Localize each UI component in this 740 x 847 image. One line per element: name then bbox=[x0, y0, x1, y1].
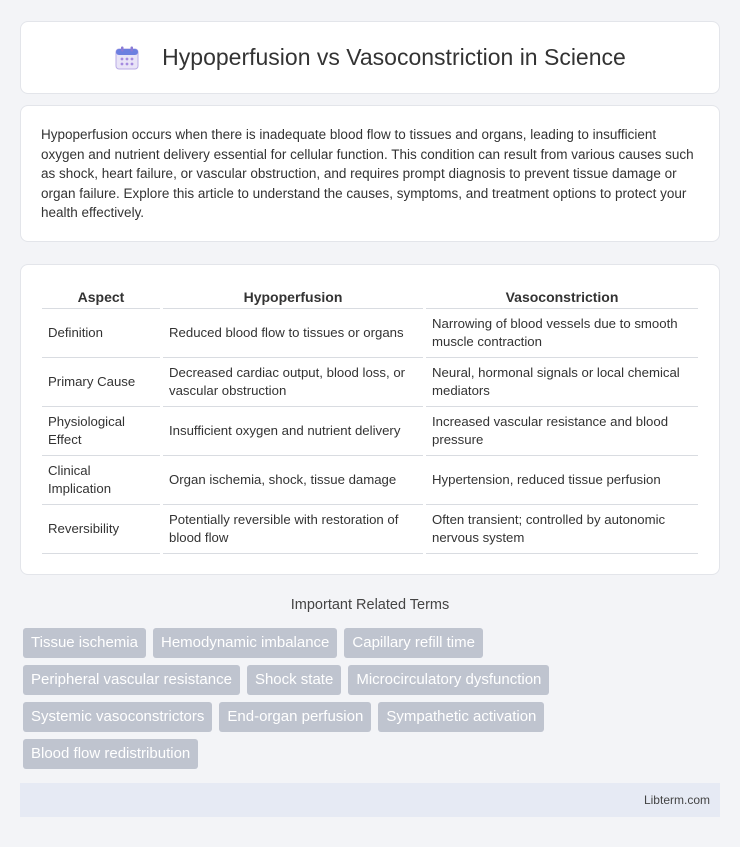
tag-hemodynamic-imbalance[interactable]: Hemodynamic imbalance bbox=[153, 628, 337, 658]
table-row bbox=[42, 505, 698, 554]
table-row bbox=[42, 358, 698, 407]
footer bbox=[20, 783, 720, 817]
column-header-hypoperfusion: Hypoperfusion bbox=[163, 285, 423, 309]
tag-tissue-ischemia[interactable]: Tissue ischemia bbox=[23, 628, 146, 658]
column-header-vasoconstriction: Vasoconstriction bbox=[426, 285, 698, 309]
tag-row bbox=[23, 702, 723, 732]
table-row bbox=[42, 309, 698, 358]
table-cell-hypoperfusion: Insufficient oxygen and nutrient delivery bbox=[163, 407, 423, 456]
tag-row bbox=[23, 739, 723, 769]
table-cell-aspect: Reversibility bbox=[42, 505, 160, 554]
column-header-aspect: Aspect bbox=[42, 285, 160, 309]
table-cell-vasoconstriction: Often transient; controlled by autonomic nervous system bbox=[426, 505, 698, 554]
calendar-icon bbox=[114, 45, 140, 71]
table-cell-vasoconstriction: Increased vascular resistance and blood pressure bbox=[426, 407, 698, 456]
tag-sympathetic-activation[interactable]: Sympathetic activation bbox=[378, 702, 544, 732]
tag-systemic-vasoconstrictors[interactable]: Systemic vasoconstrictors bbox=[23, 702, 212, 732]
table-row bbox=[42, 407, 698, 456]
related-terms-list bbox=[23, 628, 723, 776]
table-cell-aspect: Clinical Implication bbox=[42, 456, 160, 505]
comparison-table bbox=[39, 285, 701, 554]
comparison-table-card bbox=[20, 264, 720, 575]
tag-microcirculatory-dysfunction[interactable]: Microcirculatory dysfunction bbox=[348, 665, 549, 695]
table-cell-aspect: Physiological Effect bbox=[42, 407, 160, 456]
intro-paragraph: Hypoperfusion occurs when there is inadequate blood flow to tissues and organs, leading to insufficient oxygen and nutrient delivery essential for cellular function. This condition can result from various causes such as shock, heart failure, or vascular obstruction, and requires prompt diagnosis to prevent tissue damage or organ failure. Explore this article to understand the causes, symptoms, and treatment options to protect your health effectively. bbox=[41, 127, 694, 220]
tag-row bbox=[23, 665, 723, 695]
tag-peripheral-vascular-resistance[interactable]: Peripheral vascular resistance bbox=[23, 665, 240, 695]
tag-capillary-refill-time[interactable]: Capillary refill time bbox=[344, 628, 483, 658]
table-cell-vasoconstriction: Narrowing of blood vessels due to smooth muscle contraction bbox=[426, 309, 698, 358]
table-cell-aspect: Definition bbox=[42, 309, 160, 358]
table-cell-hypoperfusion: Decreased cardiac output, blood loss, or vascular obstruction bbox=[163, 358, 423, 407]
tag-blood-flow-redistribution[interactable]: Blood flow redistribution bbox=[23, 739, 198, 769]
intro-card bbox=[20, 105, 720, 242]
related-terms-title: Important Related Terms bbox=[290, 597, 450, 613]
table-cell-aspect: Primary Cause bbox=[42, 358, 160, 407]
table-cell-hypoperfusion: Organ ischemia, shock, tissue damage bbox=[163, 456, 423, 505]
title-wrap bbox=[114, 44, 626, 71]
table-cell-vasoconstriction: Hypertension, reduced tissue perfusion bbox=[426, 456, 698, 505]
table-cell-hypoperfusion: Reduced blood flow to tissues or organs bbox=[163, 309, 423, 358]
table-header-row bbox=[42, 285, 698, 309]
tag-row bbox=[23, 628, 723, 658]
page-title: Hypoperfusion vs Vasoconstriction in Science bbox=[162, 44, 626, 70]
table-row bbox=[42, 456, 698, 505]
header-card bbox=[20, 21, 720, 94]
footer-brand-link[interactable]: Libterm.com bbox=[643, 793, 710, 807]
tag-shock-state[interactable]: Shock state bbox=[247, 665, 341, 695]
table-cell-hypoperfusion: Potentially reversible with restoration of blood flow bbox=[163, 505, 423, 554]
table-cell-vasoconstriction: Neural, hormonal signals or local chemical mediators bbox=[426, 358, 698, 407]
tag-end-organ-perfusion[interactable]: End-organ perfusion bbox=[219, 702, 371, 732]
